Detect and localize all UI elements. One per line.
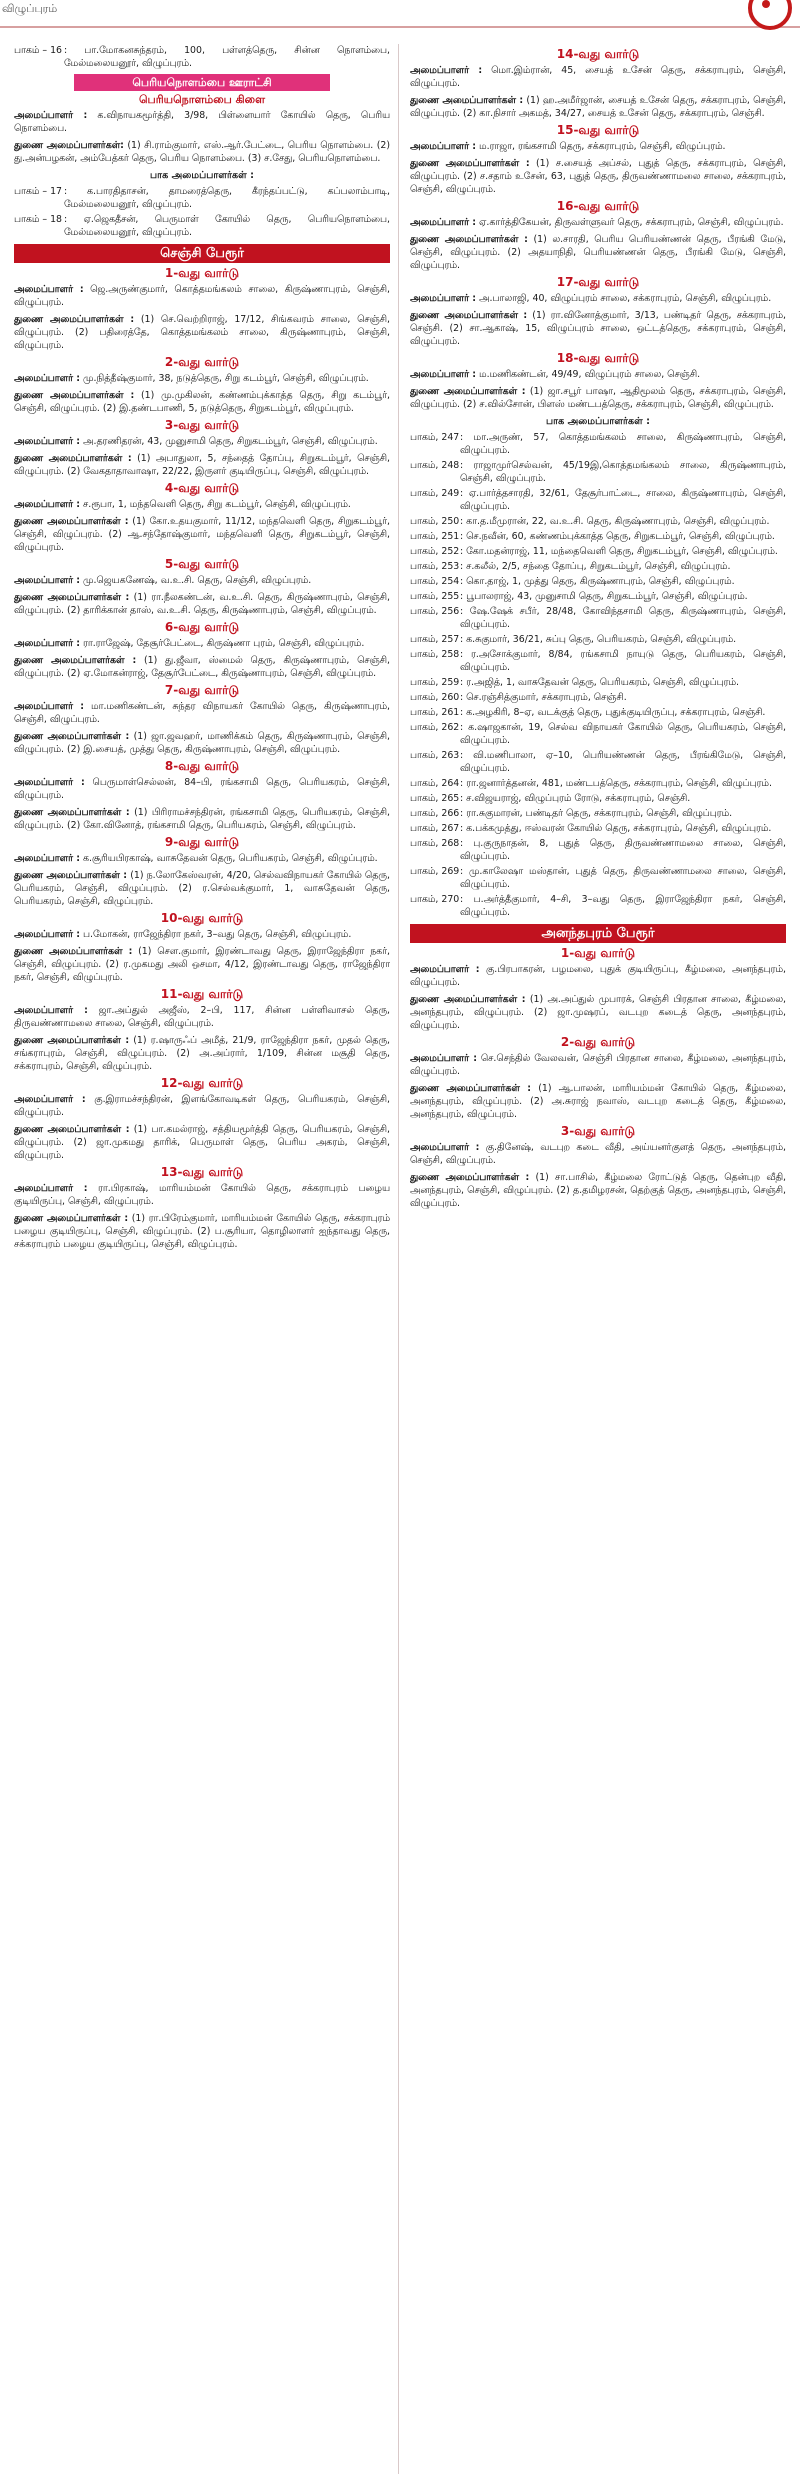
role-label: துணை அமைப்பாளர்கள் :	[14, 946, 133, 957]
area-details: : பூபாலராஜ், 43, முனுசாமி தெரு, சிறுகடம்பூர், செஞ்சி, விழுப்புரம்.	[460, 591, 748, 602]
person-details: (1) சி.ராம்குமார், எஸ்.ஆர்.பேட்டை, பெரிய நொளம்பை. (2) து.அன்பழகன், அம்பேத்கர் தெரு, பெரிய நொளம்பை. (3) ச.சேது, பெரியநொளம்பை.	[14, 140, 390, 164]
area-details: : ரா.சுகுமாரன், பண்டிதர் தெரு, சக்கராபுரம், செஞ்சி, விழுப்புரம்.	[460, 808, 733, 819]
area-details: : பு.குருநாதன், 8, புதுத் தெரு, திருவண்ணாமலை சாலை, செஞ்சி, விழுப்புரம்.	[460, 838, 786, 862]
role-line	[410, 233, 786, 272]
role-line	[410, 385, 786, 411]
area-row	[410, 721, 786, 747]
role-line	[14, 1004, 390, 1030]
area-row	[410, 837, 786, 863]
area-row	[410, 605, 786, 631]
role-label: துணை அமைப்பாளர்கள் :	[14, 1124, 130, 1135]
area-number: பாகம், 264	[410, 778, 460, 789]
person-details: (1) ரா.நீலகண்டன், வ.உ.சி. தெரு, கிருஷ்ணாபுரம், செஞ்சி, விழுப்புரம். (2) தாரிக்கான் தாஸ், வ.உ.சி. தெரு, கிருஷ்ணாபுரம், செஞ்சி, விழுப்புரம்.	[14, 592, 390, 616]
area-row	[410, 575, 786, 588]
role-line	[14, 452, 390, 478]
role-line	[14, 1034, 390, 1073]
ward-title: 3-வது வார்டு	[560, 1124, 636, 1138]
person-details: ம.ராஜா, ரங்கசாமி தெரு, சக்கராபுரம், செஞ்சி, விழுப்புரம்.	[476, 141, 726, 152]
role-line	[410, 1052, 786, 1078]
role-line	[14, 389, 390, 415]
page-header-strip	[0, 0, 800, 28]
person-details: (1) ல.சாரதி, பெரிய பெரியண்ணன் தெரு, பீரங்கி மேடு, செஞ்சி, விழுப்புரம். (2) அதயாநிதி, பெரியண்ணன் தெரு, பீரங்கி மேடு, செஞ்சி, விழுப்புரம்.	[410, 234, 786, 271]
ward-title: 7-வது வார்டு	[164, 683, 240, 697]
column-divider	[398, 44, 399, 2474]
role-label: துணை அமைப்பாளர்கள் :	[410, 95, 524, 106]
role-line	[14, 654, 390, 680]
area-row	[410, 706, 786, 719]
person-details: க.விநாயகமூர்த்தி, 3/98, பிள்ளையார் கோயில் தெரு, பெரிய நொளம்பை.	[14, 110, 390, 134]
role-label: அமைப்பாளர் :	[410, 141, 477, 152]
ward-title: 1-வது வார்டு	[164, 266, 240, 280]
role-label: துணை அமைப்பாளர்கள் :	[410, 234, 528, 245]
role-label: துணை அமைப்பாளர்கள் :	[14, 592, 130, 603]
role-label: அமைப்பாளர் :	[14, 853, 81, 864]
area-details: : ஏ.பார்த்தசாரதி, 32/61, தேசூர்பாட்டை, சாலை, கிருஷ்ணாபுரம், செஞ்சி, விழுப்புரம்.	[460, 488, 786, 512]
role-line	[14, 852, 390, 865]
role-label: அமைப்பாளர் :	[14, 929, 81, 940]
role-line	[14, 109, 390, 135]
ward-title: 18-வது வார்டு	[556, 351, 640, 365]
role-label: துணை அமைப்பாளர்கள் :	[410, 310, 528, 321]
role-line	[14, 435, 390, 448]
area-number: பாகம் – 18	[14, 214, 62, 225]
role-label: துணை அமைப்பாளர்கள் :	[410, 386, 526, 397]
role-label: துணை அமைப்பாளர்கள் :	[410, 1172, 530, 1183]
role-line	[410, 292, 786, 305]
area-number: பாகம், 260	[410, 692, 460, 703]
role-label: அமைப்பாளர் :	[14, 499, 81, 510]
role-line	[410, 64, 786, 90]
ward-title: 4-வது வார்டு	[164, 481, 240, 495]
role-line	[14, 313, 390, 352]
area-details: : க.பாரதிதாசன், தாமரைத்தெரு, கீரந்தப்பட்டு, கப்பலாம்பாடி, மேல்மலையனூர், விழுப்புரம்.	[64, 186, 390, 210]
role-label: அமைப்பாளர் :	[410, 217, 477, 228]
person-details: (1) கோ.உதயகுமார், 11/12, மந்தவெளி தெரு, சிறுகடம்பூர், செஞ்சி, விழுப்புரம். (2) ஆ.சந்தோஷ்குமார், மந்தவெளி தெரு, சிறுகடம்பூர், செஞ்சி, விழுப்புரம்.	[14, 516, 390, 553]
area-number: பாகம் – 16	[14, 45, 62, 56]
role-label: துணை அமைப்பாளர்கள்:	[14, 140, 124, 151]
area-row	[410, 691, 786, 704]
area-number: பாகம், 259	[410, 677, 460, 688]
role-label: துணை அமைப்பாளர்கள் :	[14, 731, 130, 742]
left-column	[14, 44, 390, 2474]
role-line	[14, 869, 390, 908]
role-label: அமைப்பாளர் :	[410, 65, 483, 76]
area-details: : ர.அசோக்குமார், 8/84, ரங்கசாமி நாயுடு தெரு, பெரியகரம், செஞ்சி, விழுப்புரம்.	[460, 649, 786, 673]
role-line	[14, 945, 390, 984]
panchayat-banner: பெரியநொளம்பை ஊராட்சி	[74, 74, 330, 91]
person-details: பெருமாள்செல்லன், 84–பி, ரங்கசாமி தெரு, பெரியகரம், செஞ்சி, விழுப்புரம்.	[14, 777, 390, 801]
area-row	[410, 822, 786, 835]
area-heading: பாக அமைப்பாளர்கள் :	[545, 416, 651, 427]
role-label: துணை அமைப்பாளர்கள் :	[410, 994, 526, 1005]
ward-title: 6-வது வார்டு	[164, 620, 240, 634]
person-details: ம.மணிகண்டன், 49/49, விழுப்புரம் சாலை, செஞ்சி.	[476, 369, 701, 380]
area-number: பாகம், 263	[410, 750, 460, 761]
role-line	[14, 591, 390, 617]
role-line	[410, 309, 786, 348]
role-label: அமைப்பாளர் :	[14, 575, 81, 586]
area-row	[410, 515, 786, 528]
area-number: பாகம், 253	[410, 561, 460, 572]
area-row	[410, 633, 786, 646]
area-row	[410, 530, 786, 543]
role-line	[14, 730, 390, 756]
role-line	[410, 94, 786, 120]
area-details: : வி.மணிபாலா, ஏ–10, பெரியண்ணன் தெரு, பீரங்கிமேடு, செஞ்சி, விழுப்புரம்.	[460, 750, 786, 774]
area-number: பாகம், 257	[410, 634, 460, 645]
role-label: துணை அமைப்பாளர்கள் :	[410, 1083, 532, 1094]
person-details: (1) ஜா.சபூர் பாஷா, ஆதிமூலம் தெரு, சக்கராபுரம், செஞ்சி, விழுப்புரம். (2) ச.வில்சோன், பிளஸ் மண்டபத்தெரு, சக்கராபுரம், செஞ்சி, விழுப்புரம்.	[410, 386, 786, 410]
role-label: அமைப்பாளர் :	[410, 369, 477, 380]
area-number: பாகம் – 17	[14, 186, 62, 197]
area-number: பாகம், 251	[410, 531, 460, 542]
person-details: கு.இராமச்சந்திரன், இளங்கோவடிகள் தெரு, பெரியகரம், செஞ்சி, விழுப்புரம்.	[14, 1094, 390, 1118]
area-row	[410, 893, 786, 919]
role-label: அமைப்பாளர் :	[14, 1094, 86, 1105]
area-row	[410, 431, 786, 457]
area-row	[410, 777, 786, 790]
person-details: (1) செ.வெற்றிராஜ், 17/12, சிங்கவரம் சாலை, செஞ்சி, விழுப்புரம். (2) பதிரைத்தே, கொத்தமங்கலம் சாலை, கிருஷ்ணாபுரம், செஞ்சி, விழுப்புரம்.	[14, 314, 390, 351]
ward-title: 14-வது வார்டு	[556, 47, 640, 61]
area-details: : பா.மோகனசுந்தரம், 100, பள்ளத்தெரு, சின்ன நொளம்பை, மேல்மலையனூர், விழுப்புரம்.	[64, 45, 390, 69]
role-label: துணை அமைப்பாளர்கள் :	[14, 1035, 130, 1046]
role-label: அமைப்பாளர் :	[14, 777, 85, 788]
person-details: (1) அ.அப்துல் முபாரக், செஞ்சி பிரதான சாலை, கீழ்மலை, அனந்தபுரம், விழுப்புரம். (2) ஜா.முஷரப், வடபுற கடைத் தெரு, அனந்தபுரம், விழுப்புரம்.	[410, 994, 786, 1031]
role-line	[410, 140, 786, 153]
area-row	[410, 487, 786, 513]
person-details: (1) அபாதுலா, 5, சந்தைத் தோப்பு, சிறுகடம்பூர், செஞ்சி, விழுப்புரம். (2) வேகதாதாவாஷா, 22/22, இருளர் குடியிருப்பு, செஞ்சி, விழுப்புரம்.	[14, 453, 390, 477]
person-details: க.சூரியபிரகாஷ், வாசுதேவன் தெரு, பெரியகரம், செஞ்சி, விழுப்புரம்.	[80, 853, 378, 864]
ward-title: 15-வது வார்டு	[556, 123, 640, 137]
area-number: பாகம், 255	[410, 591, 460, 602]
branch-title: பெரியநொளம்பை கிளை	[138, 93, 265, 106]
person-details: ப.மோகன், ராஜேந்திரா நகர், 3–வது தெரு, செஞ்சி, விழுப்புரம்.	[80, 929, 352, 940]
ward-title: 8-வது வார்டு	[164, 759, 240, 773]
area-row	[14, 185, 390, 211]
role-label: அமைப்பாளர் :	[410, 293, 477, 304]
area-row	[410, 792, 786, 805]
role-line	[14, 928, 390, 941]
role-label: துணை அமைப்பாளர்கள் :	[14, 1213, 129, 1224]
role-label: துணை அமைப்பாளர்கள் :	[14, 453, 132, 464]
area-number: பாகம், 256	[410, 606, 460, 617]
role-line	[410, 1171, 786, 1210]
role-line	[14, 574, 390, 587]
person-details: மு.நித்தீஷ்குமார், 38, நடுத்தெரு, சிறு கடம்பூர், செஞ்சி, விழுப்புரம்.	[80, 373, 369, 384]
area-row	[410, 676, 786, 689]
area-row	[410, 865, 786, 891]
area-row	[410, 807, 786, 820]
area-number: பாகம், 248	[410, 460, 460, 471]
person-details: (1) பா.கமல்ராஜ், சத்தியமூர்த்தி தெரு, பெரியகரம், செஞ்சி, விழுப்புரம். (2) ஜா.முகமது தாரிக், பெருமாள் தெரு, பெரிய அகரம், செஞ்சி, விழுப்புரம்.	[14, 1124, 390, 1161]
role-line	[14, 1123, 390, 1162]
area-number: பாகம், 269	[410, 866, 460, 877]
role-label: துணை அமைப்பாளர்கள் :	[14, 655, 137, 666]
person-details: ரா.ராஜேஷ், தேசூர்பேட்டை, கிருஷ்ணா புரம், செஞ்சி, விழுப்புரம்.	[80, 638, 365, 649]
area-number: பாகம், 266	[410, 808, 460, 819]
area-number: பாகம், 268	[410, 838, 460, 849]
role-label: அமைப்பாளர் :	[14, 701, 85, 712]
role-label: துணை அமைப்பாளர்கள் :	[14, 807, 130, 818]
area-number: பாகம், 247	[410, 432, 460, 443]
area-number: பாகம், 270	[410, 894, 460, 905]
area-details: : ப.அர்த்தீகுமார், 4–சி, 3–வது தெரு, இராஜேந்திரா நகர், செஞ்சி, விழுப்புரம்.	[460, 894, 786, 918]
person-details: செ.செந்தில் வேலவன், செஞ்சி பிரதான சாலை, கீழ்மலை, அனந்தபுரம், விழுப்புரம்.	[410, 1053, 786, 1077]
ward-title: 11-வது வார்டு	[160, 987, 244, 1001]
area-heading: பாக அமைப்பாளர்கள் :	[149, 170, 255, 181]
role-label: அமைப்பாளர் :	[14, 373, 81, 384]
person-details: கு.பிரபாகரன், பழமலை, புதுக் குடியிருப்பு, கீழ்மலை, அனந்தபுரம், விழுப்புரம்.	[410, 964, 786, 988]
role-line	[410, 157, 786, 196]
role-label: அமைப்பாளர் :	[410, 1142, 480, 1153]
role-line	[14, 700, 390, 726]
area-details: : ர.அஜித், 1, வாசுதேவன் தெரு, பெரியகரம், செஞ்சி, விழுப்புரம்.	[460, 677, 740, 688]
person-details: மு.ஜெயகணேஷ், வ.உ.சி. தெரு, செஞ்சி, விழுப்புரம்.	[80, 575, 312, 586]
ward-title: 9-வது வார்டு	[164, 835, 240, 849]
role-line	[410, 368, 786, 381]
person-details: (1) சா.பாசில், கீழ்மலை ரோட்டுத் தெரு, தென்புற வீதி, அனந்தபுரம், செஞ்சி, விழுப்புரம். (2) த.தமிழரசன், தெற்குத் தெரு, அனந்தபுரம், செஞ்சி, விழுப்புரம்.	[410, 1172, 786, 1209]
area-details: : க.சுகுமார், 36/21, சுப்பு தெரு, பெரியகரம், செஞ்சி, விழுப்புரம்.	[460, 634, 737, 645]
area-number: பாகம், 250	[410, 516, 460, 527]
role-label: துணை அமைப்பாளர்கள் :	[14, 314, 135, 325]
area-details: : மு.காலேஷா மஸ்தான், புதுத் தெரு, திருவண்ணாமலை சாலை, செஞ்சி, விழுப்புரம்.	[460, 866, 786, 890]
area-details: : கா.த.மீமுரான், 22, வ.உ.சி. தெரு, கிருஷ்ணாபுரம், செஞ்சி, விழுப்புரம்.	[460, 516, 770, 527]
role-label: அமைப்பாளர் :	[14, 284, 84, 295]
role-label: அமைப்பாளர் :	[14, 110, 88, 121]
role-line	[14, 806, 390, 832]
role-line	[14, 515, 390, 554]
area-row	[410, 560, 786, 573]
area-details: : க.பக்கமுத்து, ஈஸ்வரன் கோயில் தெரு, சக்கராபுரம், செஞ்சி, விழுப்புரம்.	[460, 823, 772, 834]
role-label: அமைப்பாளர் :	[14, 638, 81, 649]
role-label: அமைப்பாளர் :	[410, 1053, 477, 1064]
person-details: (1) ஆ.பாலன், மாரியம்மன் கோயில் தெரு, கீழ்மலை, அனந்தபுரம், விழுப்புரம். (2) அ.சுராஜ் நவாஸ், வடபுற கடைத் தெரு, கீழ்மலை, அனந்தபுரம், விழுப்புரம்.	[410, 1083, 786, 1120]
area-details: : ஏ.ஜெகதீசன், பெருமாள் கோயில் தெரு, பெரியநொளம்பை, மேல்மலையனூர், விழுப்புரம்.	[64, 214, 390, 238]
role-line	[14, 1182, 390, 1208]
role-line	[410, 1141, 786, 1167]
role-label: துணை அமைப்பாளர்கள் :	[14, 390, 135, 401]
area-row	[410, 459, 786, 485]
area-number: பாகம், 261	[410, 707, 460, 718]
ward-title: 3-வது வார்டு	[164, 418, 240, 432]
area-details: : மா.அருண், 57, கொத்தமங்கலம் சாலை, கிருஷ்ணாபுரம், செஞ்சி, விழுப்புரம்.	[460, 432, 786, 456]
role-line	[14, 1212, 390, 1251]
role-label: துணை அமைப்பாளர்கள் :	[14, 870, 128, 881]
person-details: ஜா.அப்துல் அஜீஸ், 2–பி, 117, சின்ன பள்ளிவாசல் தெரு, திருவண்ணாமலை சாலை, செஞ்சி, விழுப்புரம்.	[14, 1005, 390, 1029]
role-line	[14, 498, 390, 511]
area-details: : ராஜாமுர்செல்வன், 45/19இ,கொத்தமங்கலம் சாலை, கிருஷ்ணாபுரம், செஞ்சி, விழுப்புரம்.	[460, 460, 786, 484]
area-number: பாகம், 265	[410, 793, 460, 804]
area-details: : க.அழகிரி, 8–ஏ, வடக்குத் தெரு, புதுக்குடியிருப்பு, சக்கராபுரம், செஞ்சி.	[460, 707, 766, 718]
area-details: : செ.ரஞ்சித்குமார், சக்கராபுரம், செஞ்சி.	[460, 692, 627, 703]
role-label: அமைப்பாளர் :	[14, 1183, 88, 1194]
person-details: ஜெ.அருண்குமார், கொத்தமங்கலம் சாலை, கிருஷ்ணாபுரம், செஞ்சி, விழுப்புரம்.	[14, 284, 390, 308]
role-line	[14, 776, 390, 802]
person-details: (1) து.ஜீவா, ஸ்மைல் தெரு, கிருஷ்ணாபுரம், செஞ்சி, விழுப்புரம். (2) ஏ.மோகன்ராஜ், தேசூர்பேட்டை, கிருஷ்ணாபுரம், செஞ்சி, விழுப்புரம்.	[14, 655, 390, 679]
person-details: (1) ரா.பிரேம்குமார், மாரியம்மன் கோயில் தெரு, சக்கராபுரம் பழைய குடியிருப்பு, செஞ்சி, விழுப்புரம். (2) ப.சூரியா, தொழிலாளர் ஐந்தாவது தெரு, சக்கராபுரம் பழைய குடியிருப்பு, செஞ்சி, விழுப்புரம்.	[14, 1213, 390, 1250]
ward-title: 5-வது வார்டு	[164, 557, 240, 571]
role-line	[410, 993, 786, 1032]
person-details: ரா.பிரகாஷ், மாரியம்மன் கோயில் தெரு, சக்கராபுரம் பழைய குடியிருப்பு, செஞ்சி, விழுப்புரம்.	[14, 1183, 390, 1207]
role-label: துணை அமைப்பாளர்கள் :	[14, 516, 129, 527]
area-number: பாகம், 254	[410, 576, 460, 587]
area-details: : ரா.ஜனார்த்தனன், 481, மண்டபத்தெரு, சக்கராபுரம், செஞ்சி, விழுப்புரம்.	[460, 778, 772, 789]
ward-title: 12-வது வார்டு	[160, 1076, 244, 1090]
role-line	[14, 637, 390, 650]
person-details: அ.தரணிதரன், 43, முனுசாமி தெரு, சிறுகடம்பூர், செஞ்சி, விழுப்புரம்.	[80, 436, 378, 447]
person-details: கு.தினேஷ், வடபுற கடை வீதி, அய்யனர்குளத் தெரு, அனந்தபுரம், செஞ்சி, விழுப்புரம்.	[410, 1142, 786, 1166]
area-number: பாகம், 249	[410, 488, 460, 499]
area-details: : ஷே.ஷேக் சபீர், 28/48, கோவிந்தசாமி தெரு, கிருஷ்ணாபுரம், செஞ்சி, விழுப்புரம்.	[460, 606, 786, 630]
role-label: அமைப்பாளர் :	[14, 1005, 88, 1016]
area-row	[410, 749, 786, 775]
area-number: பாகம், 252	[410, 546, 460, 557]
role-line	[14, 283, 390, 309]
person-details: (1) ரா.வினோத்குமார், 3/13, பண்டிதர் தெரு, சக்கராபுரம், செஞ்சி. (2) சா.ஆகாஷ், 15, விழுப்புரம் சாலை, ஒட்டத்தெரு, சக்கராபுரம், செஞ்சி, விழுப்புரம்.	[410, 310, 786, 347]
ward-title: 16-வது வார்டு	[556, 199, 640, 213]
area-row	[410, 545, 786, 558]
ward-title: 13-வது வார்டு	[160, 1165, 244, 1179]
area-details: : ச.விஜயராஜ், விழுப்புரம் ரோடு, சக்கராபுரம், செஞ்சி.	[460, 793, 691, 804]
person-details: மொ.இம்ரான், 45, சையத் உசேன் தெரு, சக்கராபுரம், செஞ்சி, விழுப்புரம்.	[410, 65, 786, 89]
newspaper-logo-icon	[748, 0, 792, 30]
role-label: அமைப்பாளர் :	[14, 436, 81, 447]
person-details: அ.பாலாஜி, 40, விழுப்புரம் சாலை, சக்கராபுரம், செஞ்சி, விழுப்புரம்.	[476, 293, 772, 304]
area-row	[410, 648, 786, 674]
person-details: (1) ஜா.ஜவஹர், மாணிக்கம் தெரு, கிருஷ்ணாபுரம், செஞ்சி, விழுப்புரம். (2) இ.சையத், முத்து தெரு, கிருஷ்ணாபுரம், செஞ்சி, விழுப்புரம்.	[14, 731, 390, 755]
area-number: பாகம், 262	[410, 722, 460, 733]
ward-title: 10-வது வார்டு	[160, 911, 244, 925]
role-label: அமைப்பாளர் :	[410, 964, 480, 975]
area-details: : ச.கலீல், 2/5, சந்தை தோப்பு, சிறுகடம்பூர், செஞ்சி, விழுப்புரம்.	[460, 561, 731, 572]
area-number: பாகம், 267	[410, 823, 460, 834]
area-details: : கோ.மதன்ராஜ், 11, மந்தைவெளி தெரு, சிறுகடம்பூர், செஞ்சி, விழுப்புரம்.	[460, 546, 778, 557]
town-banner: அனந்தபுரம் பேரூர்	[410, 924, 786, 943]
person-details: (1) ந.லோகேஸ்வரன், 4/20, செல்வவிநாயகர் கோயில் தெரு, பெரியகரம், செஞ்சி, விழுப்புரம். (2) ர.செல்வக்குமார், 1, வாசுதேவன் தெரு, பெரியகரம், செஞ்சி, விழுப்புரம்.	[14, 870, 390, 907]
person-details: (1) பிரிராமச்சந்திரன், ரங்கசாமி தெரு, பெரியகரம், செஞ்சி, விழுப்புரம். (2) கோ.வினோத், ரங்கசாமி தெரு, பெரியகரம், செஞ்சி, விழுப்புரம்.	[14, 807, 390, 831]
area-row	[14, 213, 390, 239]
area-number: பாகம், 258	[410, 649, 460, 660]
ward-title: 2-வது வார்டு	[560, 1035, 636, 1049]
person-details: (1) ர.ஷாருஃப் அமீத், 21/9, ராஜேந்திரா நகர், முதல் தெரு, சங்கராபுரம், செஞ்சி, விழுப்புரம். (2) அ.அப்ரார், 1/109, சின்ன மசூதி தெரு, சக்கராபுரம், செஞ்சி, விழுப்புரம்.	[14, 1035, 390, 1072]
role-line	[14, 372, 390, 385]
person-details: மா.மணிகண்டன், சுந்தர விநாயகர் கோயில் தெரு, கிருஷ்ணாபுரம், செஞ்சி, விழுப்புரம்.	[14, 701, 390, 725]
role-line	[14, 139, 390, 165]
person-details: (1) சௌ.குமார், இரண்டாவது தெரு, இராஜேந்திரா நகர், செஞ்சி, விழுப்புரம். (2) ர.முகமது அலி ஒசமா, 4/12, இரண்டாவது தெரு, ராஜேந்திரா நகர், செஞ்சி, விழுப்புரம்.	[14, 946, 390, 983]
area-details: : செ.நவீன், 60, கண்ணம்புக்காத்த தெரு, சிறுகடம்பூர், செஞ்சி, விழுப்புரம்.	[460, 531, 775, 542]
role-line	[410, 216, 786, 229]
area-details: : கொ.தாஜ், 1, முத்து தெரு, கிருஷ்ணாபுரம், செஞ்சி, விழுப்புரம்.	[460, 576, 735, 587]
role-line	[410, 963, 786, 989]
area-row	[14, 44, 390, 70]
ward-title: 1-வது வார்டு	[560, 946, 636, 960]
person-details: ஏ.கார்த்திகேயன், திருவள்ளுவர் தெரு, சக்கராபுரம், செஞ்சி, விழுப்புரம்.	[476, 217, 784, 228]
role-label: துணை அமைப்பாளர்கள் :	[410, 158, 530, 169]
ward-title: 2-வது வார்டு	[164, 355, 240, 369]
person-details: ச.ரூபா, 1, மந்தவெளி தெரு, சிறு கடம்பூர், செஞ்சி, விழுப்புரம்.	[80, 499, 351, 510]
ward-title: 17-வது வார்டு	[556, 275, 640, 289]
header-label: விழுப்புரம்	[2, 2, 58, 15]
town-banner: செஞ்சி பேரூர்	[14, 244, 390, 263]
role-line	[410, 1082, 786, 1121]
area-row	[410, 590, 786, 603]
role-line	[14, 1093, 390, 1119]
person-details: (1) மு.முகிலன், கண்ணம்புக்காத்த தெரு, சிறு கடம்பூர், செஞ்சி, விழுப்புரம். (2) இ.தண்டபாணி, 5, நடுத்தெரு, சிறுகடம்பூர், விழுப்புரம்.	[14, 390, 390, 414]
person-details: (1) ச.சையத் அப்சல், புதுத் தெரு, சக்கராபுரம், செஞ்சி, விழுப்புரம். (2) ச.சதாம் உசேன், 63, புதுத் தெரு, திருவண்ணாமலை சாலை, சக்கராபுரம், செஞ்சி, விழுப்புரம்.	[410, 158, 786, 195]
person-details: (1) ஹ.அமீர்ஜான், சையத் உசேன் தெரு, சக்கராபுரம், செஞ்சி, விழுப்புரம். (2) கா.நிசார் அகமத், 34/27, சையத் உசேன் தெரு, சக்கராபுரம், செஞ்சி.	[410, 95, 786, 119]
right-column	[410, 44, 786, 2474]
area-details: : க.ஷாஜகான், 19, செல்வ விநாயகர் கோயில் தெரு, பெரியகரம், செஞ்சி, விழுப்புரம்.	[460, 722, 786, 746]
